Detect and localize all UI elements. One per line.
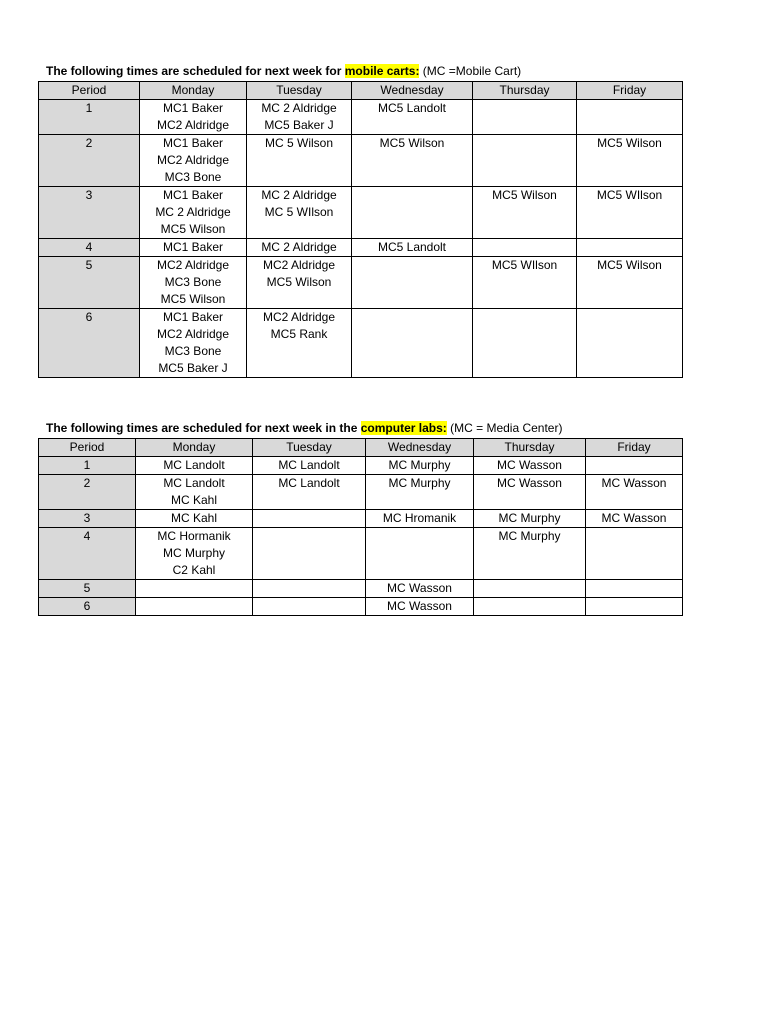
schedule-cell-tuesday <box>253 580 366 598</box>
booking-entry: MC Murphy <box>498 511 561 525</box>
booking-entry: MC Murphy <box>162 546 225 560</box>
table-row <box>39 309 683 378</box>
schedule-cell-friday <box>577 309 683 378</box>
booking-entry: MC5 Wilson <box>379 136 445 150</box>
column-header-wednesday: Wednesday <box>366 439 474 457</box>
caption-note: (MC =Mobile Cart) <box>422 64 522 78</box>
schedule-cell-tuesday <box>247 309 352 378</box>
booking-entry: MC1 Baker <box>162 310 224 324</box>
booking-entry: MC2 Aldridge <box>156 258 230 272</box>
column-header-friday: Friday <box>586 439 683 457</box>
schedule-cell-friday <box>586 580 683 598</box>
schedule-cell-friday <box>577 100 683 135</box>
schedule-cell-wednesday <box>366 528 474 580</box>
computer-labs-caption <box>46 421 562 436</box>
period-cell: 3 <box>39 510 136 528</box>
table-row <box>39 580 683 598</box>
schedule-cell-monday <box>136 457 253 475</box>
booking-entry: MC3 Bone <box>164 170 222 184</box>
schedule-cell-tuesday <box>253 598 366 616</box>
booking-entry: MC Wasson <box>497 458 562 472</box>
schedule-cell-monday <box>140 309 247 378</box>
schedule-cell-friday <box>577 135 683 187</box>
schedule-cell-wednesday <box>366 510 474 528</box>
booking-entry: MC5 Landolt <box>377 101 447 115</box>
schedule-cell-thursday <box>474 475 586 510</box>
period-cell: 3 <box>39 187 140 239</box>
booking-entry: C2 Kahl <box>172 563 216 577</box>
booking-entry: MC5 Wilson <box>160 292 226 306</box>
schedule-cell-thursday <box>474 528 586 580</box>
period-cell: 5 <box>39 580 136 598</box>
schedule-cell-wednesday <box>352 309 473 378</box>
table-row <box>39 510 683 528</box>
schedule-cell-thursday <box>473 257 577 309</box>
booking-entry: MC Kahl <box>170 493 217 507</box>
period-cell: 2 <box>39 475 136 510</box>
caption-note: (MC = Media Center) <box>450 421 563 435</box>
booking-entry: MC1 Baker <box>162 101 224 115</box>
mobile-carts-caption <box>46 64 521 79</box>
schedule-cell-thursday <box>473 100 577 135</box>
schedule-cell-monday <box>136 580 253 598</box>
column-header-thursday: Thursday <box>474 439 586 457</box>
schedule-cell-monday <box>136 598 253 616</box>
period-cell: 4 <box>39 528 136 580</box>
schedule-cell-monday <box>136 510 253 528</box>
schedule-cell-wednesday <box>352 135 473 187</box>
schedule-cell-tuesday <box>253 457 366 475</box>
booking-entry: MC1 Baker <box>162 136 224 150</box>
booking-entry: MC Wasson <box>497 476 562 490</box>
booking-entry: MC2 Aldridge <box>156 118 230 132</box>
booking-entry: MC5 Wilson <box>597 136 662 150</box>
booking-entry: MC 2 Aldridge <box>261 188 337 202</box>
schedule-cell-monday <box>140 100 247 135</box>
schedule-cell-tuesday <box>247 135 352 187</box>
booking-entry: MC Murphy <box>498 529 561 543</box>
column-header-friday: Friday <box>577 82 683 100</box>
schedule-cell-tuesday <box>253 528 366 580</box>
table-row <box>39 528 683 580</box>
schedule-cell-friday <box>586 528 683 580</box>
period-cell: 6 <box>39 309 140 378</box>
booking-entry: MC Murphy <box>388 458 451 472</box>
column-header-monday: Monday <box>136 439 253 457</box>
booking-entry: MC2 Aldridge <box>156 327 230 341</box>
booking-entry: MC Murphy <box>388 476 451 490</box>
booking-entry: MC Wasson <box>387 581 452 595</box>
schedule-cell-monday <box>136 528 253 580</box>
schedule-cell-thursday <box>473 309 577 378</box>
schedule-cell-tuesday <box>247 100 352 135</box>
column-header-period: Period <box>39 82 140 100</box>
schedule-cell-thursday <box>474 598 586 616</box>
table-row <box>39 457 683 475</box>
caption-lead: The following times are scheduled for next week in the <box>46 421 358 435</box>
schedule-cell-thursday <box>474 510 586 528</box>
schedule-cell-monday <box>140 135 247 187</box>
booking-entry: MC1 Baker <box>162 240 224 254</box>
booking-entry: MC Wasson <box>601 476 667 490</box>
column-header-period: Period <box>39 439 136 457</box>
table-header-row <box>39 439 683 457</box>
schedule-cell-friday <box>577 239 683 257</box>
schedule-cell-friday <box>586 457 683 475</box>
schedule-cell-wednesday <box>366 580 474 598</box>
table-row <box>39 135 683 187</box>
column-header-monday: Monday <box>140 82 247 100</box>
schedule-cell-wednesday <box>352 187 473 239</box>
booking-entry: MC Wasson <box>601 511 667 525</box>
table-row <box>39 100 683 135</box>
schedule-cell-wednesday <box>352 239 473 257</box>
caption-lead: The following times are scheduled for next week for <box>46 64 342 78</box>
booking-entry: MC Hromanik <box>382 511 457 525</box>
booking-entry: MC5 Wilson <box>160 222 226 236</box>
booking-entry: MC 2 Aldridge <box>155 205 231 219</box>
schedule-cell-tuesday <box>247 187 352 239</box>
booking-entry: MC2 Aldridge <box>262 258 336 272</box>
booking-entry: MC5 WIlson <box>596 188 663 202</box>
period-cell: 4 <box>39 239 140 257</box>
schedule-cell-friday <box>577 187 683 239</box>
booking-entry: MC5 WIlson <box>491 258 558 272</box>
table-row <box>39 187 683 239</box>
schedule-cell-friday <box>577 257 683 309</box>
schedule-cell-tuesday <box>253 510 366 528</box>
booking-entry: MC5 Wilson <box>597 258 662 272</box>
schedule-cell-thursday <box>474 457 586 475</box>
column-header-tuesday: Tuesday <box>253 439 366 457</box>
schedule-cell-wednesday <box>352 100 473 135</box>
booking-entry: MC5 Baker J <box>158 361 228 375</box>
schedule-cell-wednesday <box>366 475 474 510</box>
schedule-cell-friday <box>586 510 683 528</box>
table-row <box>39 475 683 510</box>
period-cell: 1 <box>39 457 136 475</box>
booking-entry: MC Landolt <box>278 476 340 490</box>
schedule-cell-tuesday <box>247 257 352 309</box>
column-header-wednesday: Wednesday <box>352 82 473 100</box>
booking-entry: MC3 Bone <box>164 344 222 358</box>
schedule-cell-wednesday <box>352 257 473 309</box>
booking-entry: MC5 Rank <box>270 327 328 341</box>
schedule-cell-monday <box>136 475 253 510</box>
booking-entry: MC2 Aldridge <box>262 310 336 324</box>
table-header-row <box>39 82 683 100</box>
booking-entry: MC5 Baker J <box>264 118 334 132</box>
table-row <box>39 257 683 309</box>
column-header-tuesday: Tuesday <box>247 82 352 100</box>
computer-labs-table <box>38 438 683 616</box>
period-cell: 5 <box>39 257 140 309</box>
period-cell: 6 <box>39 598 136 616</box>
booking-entry: MC 2 Aldridge <box>261 101 337 115</box>
schedule-cell-friday <box>586 475 683 510</box>
booking-entry: MC 5 WIlson <box>264 205 334 219</box>
schedule-cell-wednesday <box>366 457 474 475</box>
mobile-carts-table <box>38 81 683 378</box>
schedule-cell-tuesday <box>247 239 352 257</box>
table-row <box>39 239 683 257</box>
schedule-cell-wednesday <box>366 598 474 616</box>
booking-entry: MC Landolt <box>278 458 340 472</box>
booking-entry: MC Landolt <box>163 458 225 472</box>
caption-highlight: mobile carts: <box>344 64 420 78</box>
caption-highlight: computer labs: <box>360 421 447 435</box>
booking-entry: MC5 Wilson <box>492 188 557 202</box>
schedule-cell-monday <box>140 239 247 257</box>
schedule-cell-thursday <box>474 580 586 598</box>
booking-entry: MC 2 Aldridge <box>261 240 337 254</box>
period-cell: 2 <box>39 135 140 187</box>
booking-entry: MC3 Bone <box>164 275 222 289</box>
booking-entry: MC Landolt <box>163 476 225 490</box>
booking-entry: MC5 Landolt <box>377 240 447 254</box>
schedule-cell-thursday <box>473 187 577 239</box>
schedule-cell-tuesday <box>253 475 366 510</box>
schedule-cell-friday <box>586 598 683 616</box>
booking-entry: MC Wasson <box>387 599 452 613</box>
booking-entry: MC5 Wilson <box>266 275 332 289</box>
booking-entry: MC Kahl <box>170 511 217 525</box>
booking-entry: MC Hormanik <box>157 529 231 543</box>
schedule-cell-monday <box>140 257 247 309</box>
booking-entry: MC2 Aldridge <box>156 153 230 167</box>
schedule-cell-thursday <box>473 239 577 257</box>
table-row <box>39 598 683 616</box>
period-cell: 1 <box>39 100 140 135</box>
booking-entry: MC1 Baker <box>162 188 224 202</box>
schedule-cell-monday <box>140 187 247 239</box>
column-header-thursday: Thursday <box>473 82 577 100</box>
booking-entry: MC 5 Wilson <box>264 136 333 150</box>
schedule-cell-thursday <box>473 135 577 187</box>
